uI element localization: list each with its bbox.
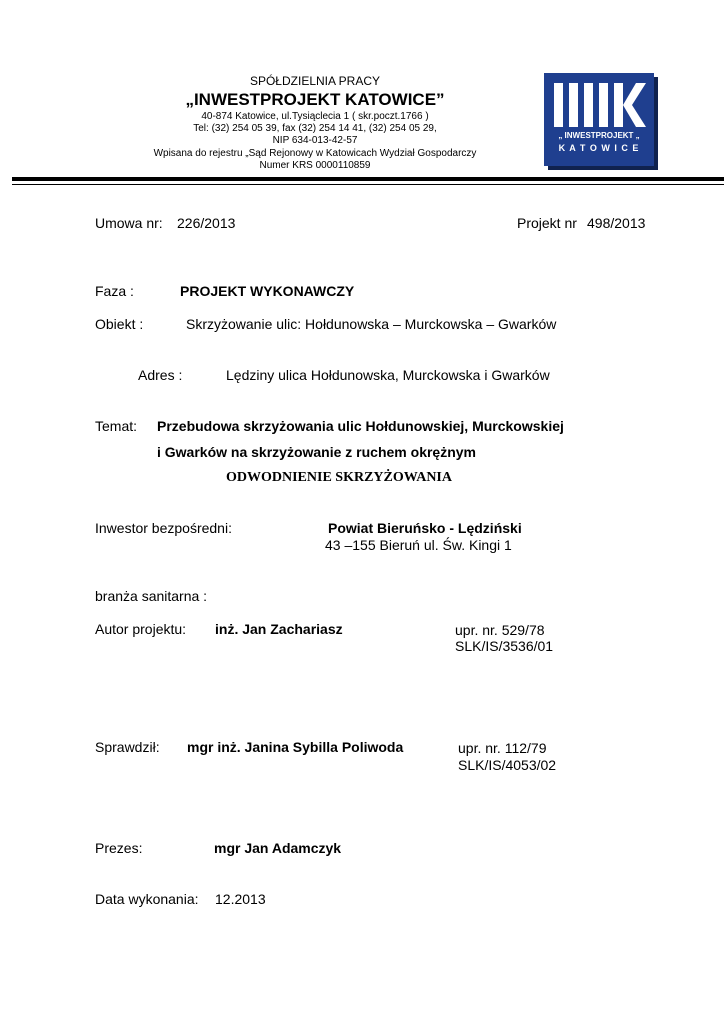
org-type: SPÓŁDZIELNIA PRACY: [249, 74, 381, 88]
company-logo: [544, 73, 654, 166]
contract-number: 226/2013: [177, 215, 236, 231]
address-value: Lędziny ulica Hołdunowska, Murckowska i Gwarków: [226, 367, 550, 383]
date-value: 12.2013: [215, 891, 266, 907]
president-name: mgr Jan Adamczyk: [214, 840, 342, 856]
president-label: Prezes:: [95, 840, 143, 856]
phase-label: Faza :: [95, 283, 134, 299]
address-label: Adres :: [138, 367, 183, 383]
org-phones: Tel: (32) 254 05 39, fax (32) 254 14 41, (32) 254 05 29,: [193, 123, 437, 134]
topic-subtitle: ODWODNIENIE SKRZYŻOWANIA: [226, 470, 452, 485]
checker-license2: SLK/IS/4053/02: [458, 757, 557, 773]
org-nip: NIP 634-013-42-57: [272, 135, 358, 146]
author-license1: upr. nr. 529/78: [455, 622, 545, 638]
contract-label: Umowa nr:: [95, 215, 163, 231]
checker-license1: upr. nr. 112/79: [458, 740, 547, 756]
checker-label: Sprawdził:: [95, 739, 160, 755]
author-license2: SLK/IS/3536/01: [455, 638, 554, 654]
author-name: inż. Jan Zachariasz: [215, 621, 343, 637]
project-label: Projekt nr: [517, 215, 577, 231]
investor-address: 43 –155 Bieruń ul. Św. Kingi 1: [325, 537, 512, 553]
investor-label: Inwestor bezpośredni:: [95, 520, 232, 536]
project-number: 498/2013: [587, 215, 646, 231]
phase-value: PROJEKT WYKONAWCZY: [180, 283, 355, 299]
org-krs: Numer KRS 0000110859: [259, 160, 371, 171]
date-label: Data wykonania:: [95, 891, 199, 907]
topic-line1: Przebudowa skrzyżowania ulic Hołdunowskiej, Murckowskiej: [157, 418, 564, 434]
checker-name: mgr inż. Janina Sybilla Poliwoda: [187, 739, 404, 755]
topic-line2: i Gwarków na skrzyżowanie z ruchem okrężnym: [157, 444, 476, 460]
author-label: Autor projektu:: [95, 621, 187, 637]
logo-mark-icon: [544, 77, 654, 137]
object-label: Obiekt :: [95, 316, 144, 332]
org-registry: Wpisana do rejestru „Sąd Rejonowy w Katowicach Wydział Gospodarczy: [153, 148, 477, 159]
org-address: 40-874 Katowice, ul.Tysiąclecia 1 ( skr.poczt.1766 ): [201, 111, 429, 122]
header-divider-thick: [12, 177, 724, 181]
topic-label: Temat:: [95, 418, 138, 434]
object-value: Skrzyżowanie ulic: Hołdunowska – Murckowska – Gwarków: [186, 316, 557, 332]
header-divider-thin: [12, 184, 724, 185]
logo-line2: K A T O W I C E: [558, 143, 640, 153]
branch-label: branża sanitarna :: [95, 588, 208, 604]
logo-line1: „ INWESTPROJEKT „: [558, 131, 640, 140]
org-name: „INWESTPROJEKT KATOWICE”: [185, 90, 445, 109]
investor-name: Powiat Bieruńsko - Lędziński: [328, 520, 522, 536]
